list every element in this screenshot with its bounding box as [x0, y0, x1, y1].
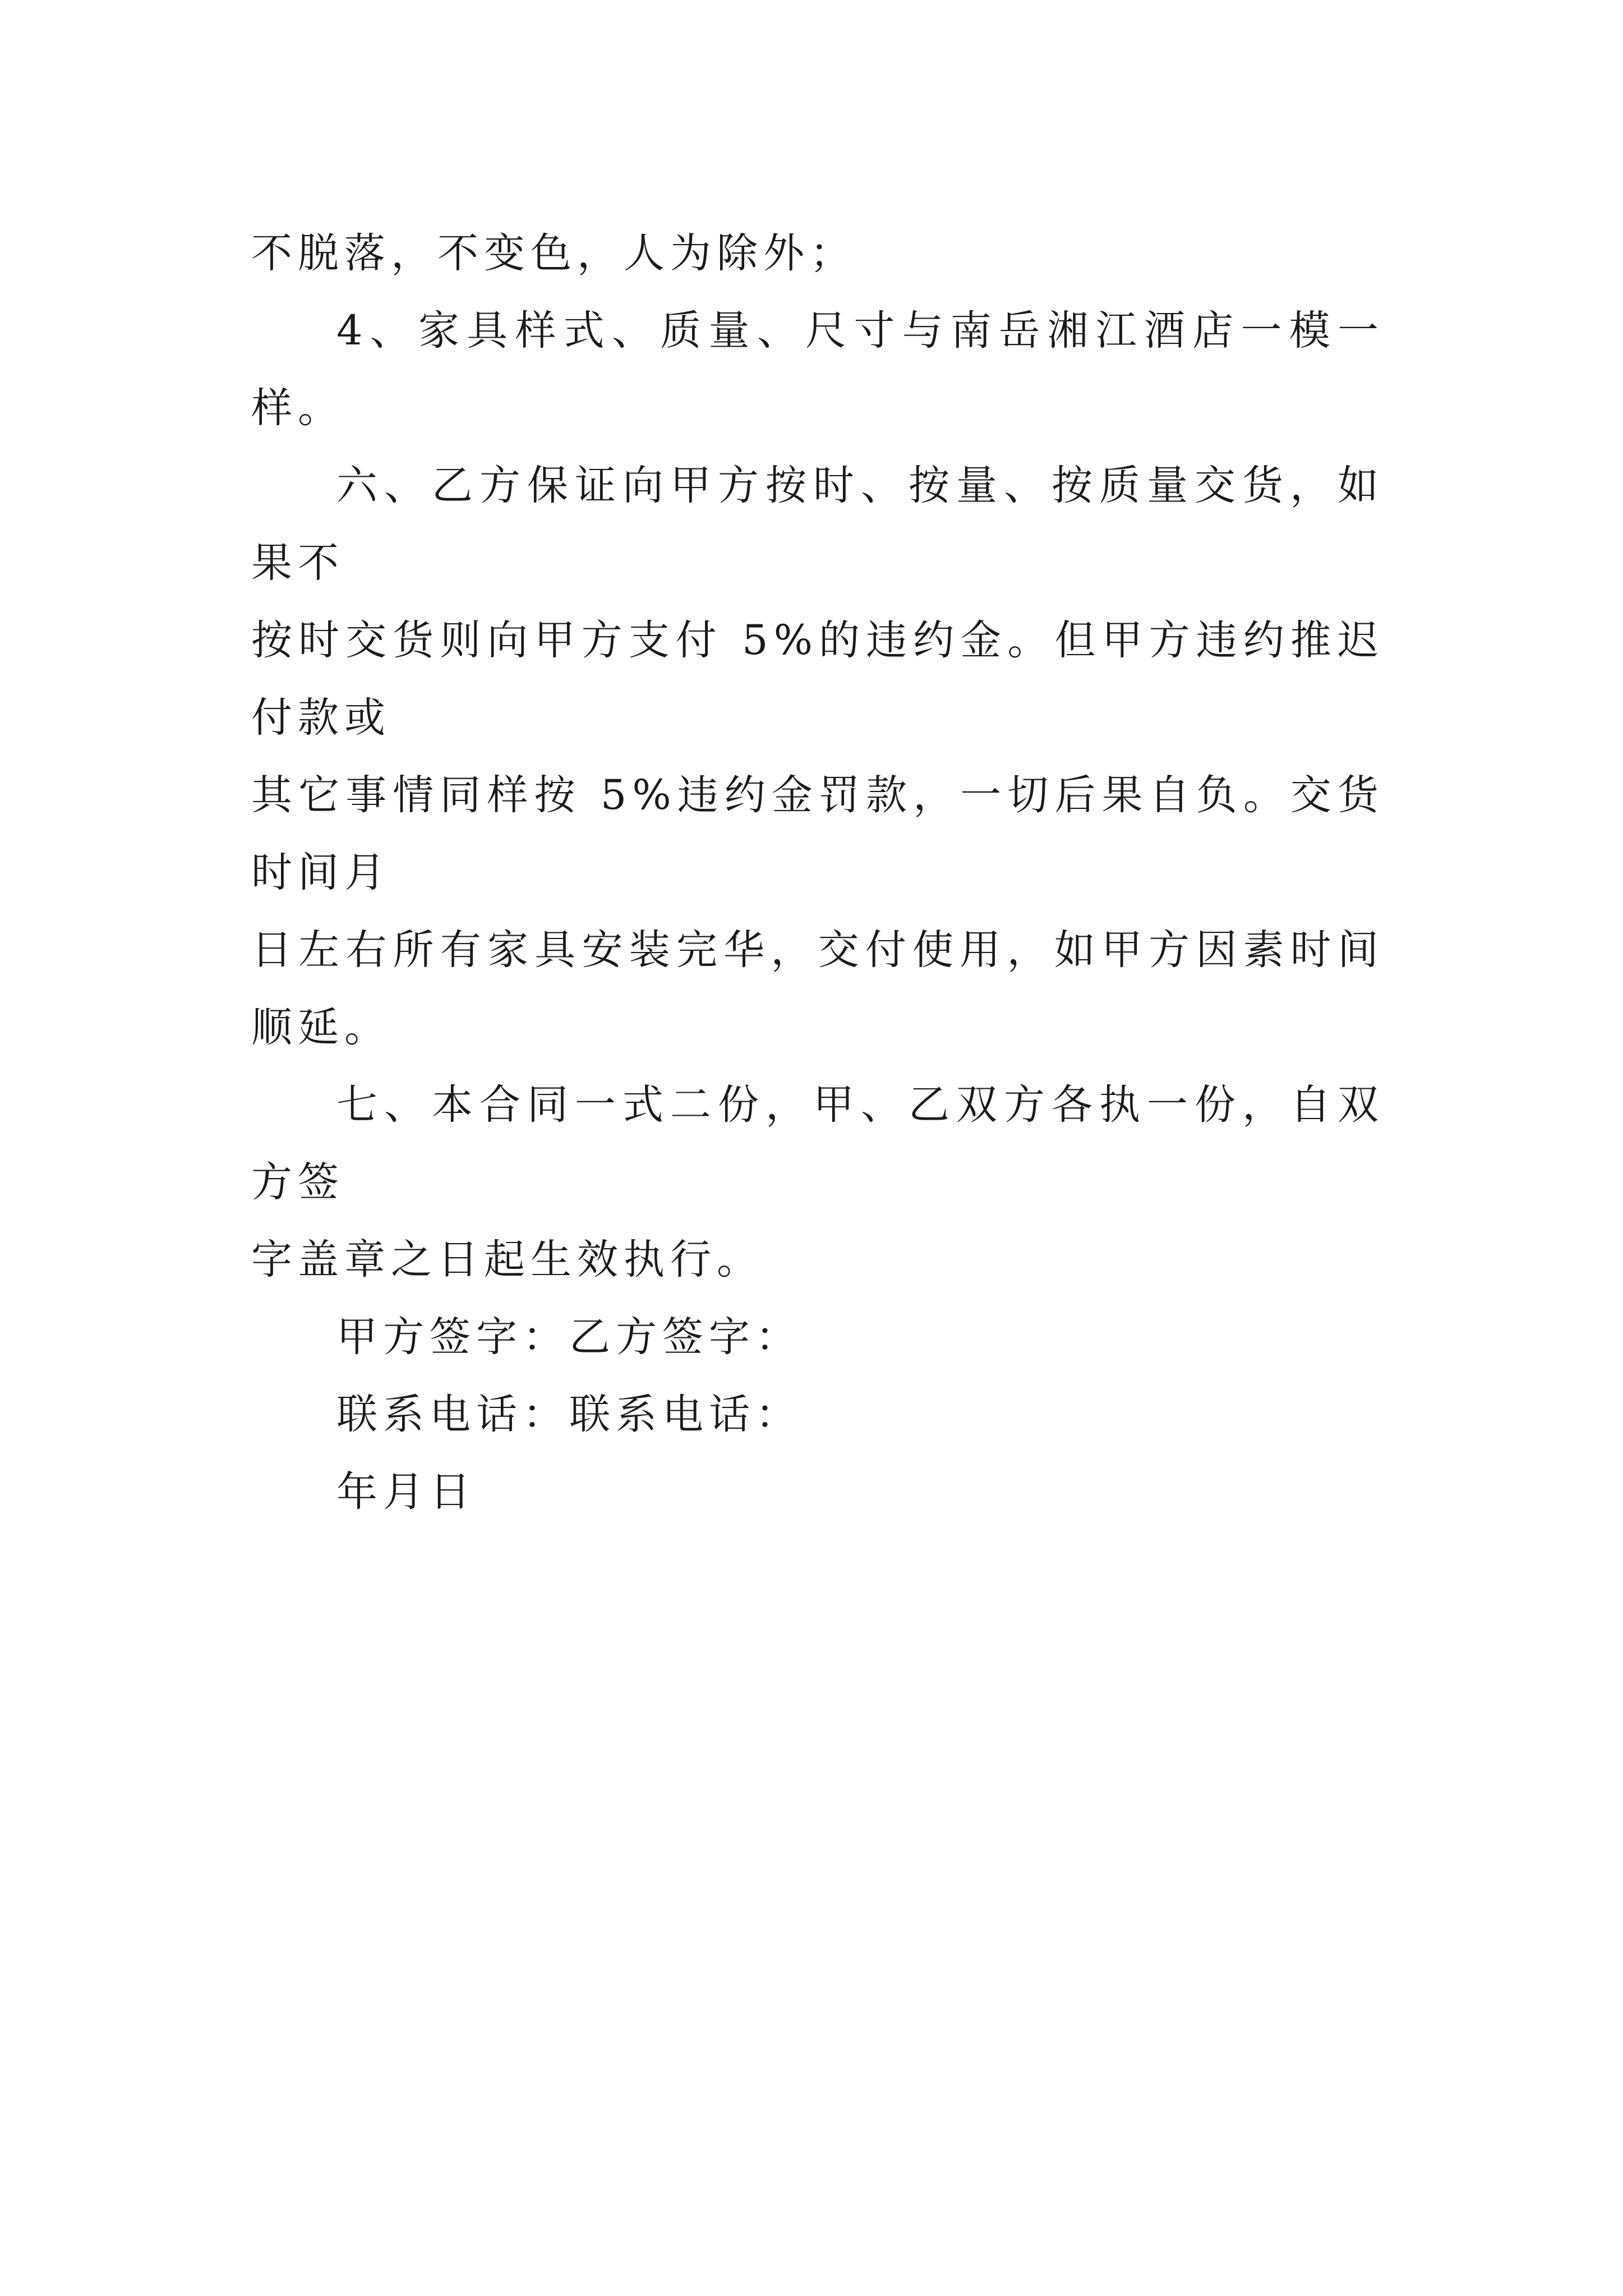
document-body	[251, 215, 1384, 1531]
text-line: 不脱落，不变色，人为除外；	[251, 229, 856, 277]
text-line: 其它事情同样按 5%违约金罚款，一切后果自负。交货时间月	[251, 771, 1384, 896]
clause-7-contract-copies	[251, 1066, 1384, 1299]
text-line: 日左右所有家具安装完华，交付使用，如甲方因素时间顺延。	[251, 926, 1384, 1051]
text-line: 按时交货则向甲方支付 5%的违约金。但甲方违约推迟付款或	[251, 616, 1384, 742]
text-line: 字盖章之日起生效执行。	[251, 1236, 763, 1283]
signature-line	[251, 1299, 1384, 1376]
text-line: 年月日	[336, 1468, 476, 1516]
text-line: 七、本合同一式二份，甲、乙双方各执一份，自双方签	[251, 1081, 1384, 1206]
clause-4-furniture-style	[251, 292, 1384, 447]
clause-6-delivery-penalty	[251, 447, 1384, 1066]
contact-phone-line	[251, 1376, 1384, 1453]
text-line: 4、家具样式、质量、尺寸与南岳湘江酒店一模一样。	[251, 307, 1384, 432]
text-line: 六、乙方保证向甲方按时、按量、按质量交货，如果不	[251, 462, 1384, 587]
date-line	[251, 1453, 1384, 1531]
paragraph-continuation	[251, 215, 1384, 292]
text-line: 甲方签字：乙方签字：	[336, 1313, 802, 1361]
text-line: 联系电话：联系电话：	[336, 1391, 802, 1438]
